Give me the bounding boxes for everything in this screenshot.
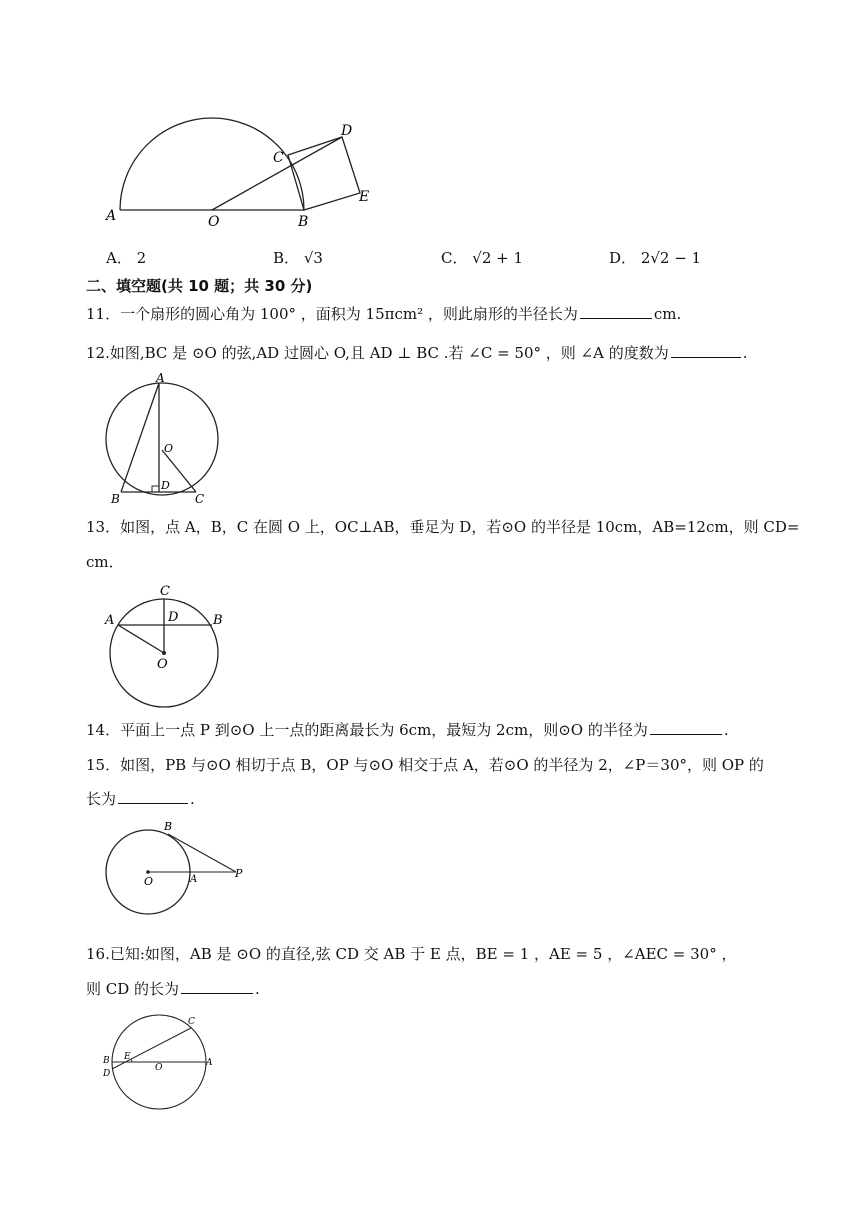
q13-label-B: B (213, 613, 223, 628)
q12-period: . (742, 344, 748, 362)
question-11 (86, 304, 681, 324)
question-12 (86, 343, 748, 363)
answer-blank[interactable] (580, 304, 652, 319)
q11-unit: cm. (653, 305, 682, 323)
q16-label-O: O (155, 1063, 163, 1073)
q11-text: 11．一个扇形的圆心角为 100° ，面积为 15πcm² ，则此扇形的半径长为 (86, 305, 578, 323)
q10-figure (100, 110, 390, 235)
question-16-line-2 (86, 979, 260, 999)
answer-blank[interactable] (118, 789, 188, 804)
q10-option-a (106, 247, 146, 268)
q15-label-P: P (235, 867, 243, 880)
option-letter: C． (441, 249, 468, 267)
q14-period: . (723, 721, 729, 739)
question-13-line-1: 13．如图，点 A，B，C 在圆 O 上，OC⊥AB，垂足为 D，若⊙O 的半径是 10cm，AB=12cm，则 CD= (86, 518, 800, 536)
option-letter: D． (609, 249, 637, 267)
q12-label-A: A (156, 372, 165, 385)
question-15-line-2 (86, 789, 195, 809)
q14-text: 14．平面上一点 P 到⊙O 上一点的距离最长为 6cm，最短为 2cm，则⊙O 的半径为 (86, 721, 648, 739)
q13-label-A: A (105, 613, 115, 628)
question-15-line-1: 15．如图，PB 与⊙O 相切于点 B，OP 与⊙O 相交于点 A，若⊙O 的半径为 2，∠P＝30°，则 OP 的 (86, 756, 764, 774)
answer-blank[interactable] (181, 979, 253, 994)
q12-text: 12.如图,BC 是 ⊙O 的弦,AD 过圆心 O,且 AD ⊥ BC .若 ∠C = 50° ，则 ∠A 的度数为 (86, 344, 669, 362)
q10-label-B: B (298, 214, 309, 230)
q13-label-O: O (157, 657, 168, 672)
q16-label-C: C (188, 1017, 195, 1027)
q16-period: . (255, 980, 260, 998)
q15-text: 长为 (86, 790, 117, 808)
q15-label-O: O (144, 875, 154, 888)
q12-label-D: D (161, 479, 170, 492)
option-letter: A． (106, 249, 132, 267)
section-heading: 二、填空题(共 10 题；共 30 分) (86, 277, 313, 295)
question-14 (86, 720, 729, 740)
question-13-line-2: cm． (86, 553, 124, 571)
q15-label-A: A (190, 874, 198, 885)
q16-text: 则 CD 的长为 (86, 980, 180, 998)
q12-label-C: C (195, 492, 205, 506)
q12-label-B: B (111, 492, 120, 506)
q10-label-C: C (273, 150, 284, 166)
q10-label-E: E (359, 189, 370, 205)
q13-figure (100, 580, 230, 710)
option-text: 2 (136, 249, 147, 267)
q16-label-B: B (103, 1056, 110, 1066)
q12-figure (100, 372, 225, 507)
q10-option-b (273, 247, 323, 268)
q15-figure (100, 818, 250, 918)
option-text: 2√2 − 1 (640, 249, 702, 267)
option-letter: B． (273, 249, 300, 267)
q10-option-d (609, 247, 701, 268)
q13-label-D: D (168, 610, 179, 625)
option-text: √3 (303, 249, 323, 267)
q16-label-A: A (206, 1058, 213, 1068)
answer-blank[interactable] (671, 343, 741, 358)
option-text: √2 + 1 (472, 249, 524, 267)
q10-label-O: O (208, 214, 220, 230)
question-16-line-1: 16.已知:如图，AB 是 ⊙O 的直径,弦 CD 交 AB 于 E 点，BE = 1 ，AE = 5 ，∠AEC = 30° ， (86, 945, 737, 963)
q10-label-D: D (341, 123, 353, 139)
q13-label-C: C (160, 584, 170, 599)
q16-label-E: E (124, 1052, 131, 1062)
answer-blank[interactable] (650, 720, 722, 735)
q10-label-A: A (106, 208, 117, 224)
q10-option-c (441, 247, 523, 268)
q15-label-B: B (164, 820, 173, 833)
q16-label-D: D (103, 1069, 111, 1079)
q15-period: . (190, 790, 195, 808)
q16-figure (98, 1012, 223, 1117)
q12-label-O: O (164, 442, 174, 455)
